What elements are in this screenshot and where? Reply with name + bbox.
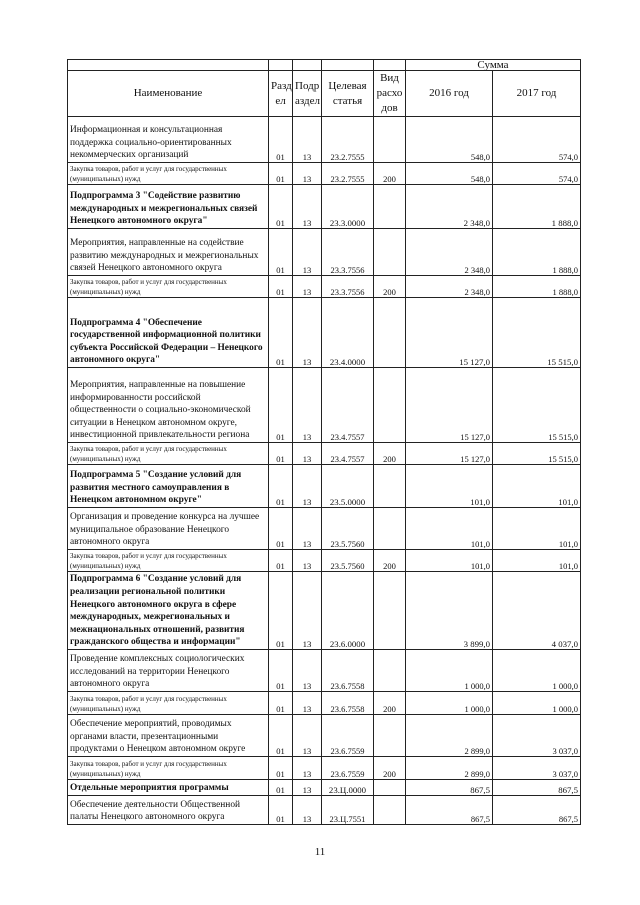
- row-sum-2017: 15 515,0: [493, 298, 581, 368]
- row-section: 01: [269, 185, 293, 229]
- row-expense-type: 200: [374, 163, 406, 185]
- header-empty-cell: [269, 60, 293, 71]
- row-section: 01: [269, 572, 293, 650]
- row-target: 23.6.7558: [322, 692, 374, 715]
- row-target: 23.5.0000: [322, 465, 374, 508]
- row-subsection: 13: [293, 276, 322, 298]
- row-sum-2017: 1 888,0: [493, 229, 581, 276]
- row-name: Проведение комплексных социологических исследований на территории Ненецкого автономного округа: [68, 650, 269, 692]
- header-section: Разд ел: [269, 71, 293, 117]
- row-expense-type: 200: [374, 757, 406, 780]
- header-empty-cell: [293, 60, 322, 71]
- row-subsection: 13: [293, 572, 322, 650]
- table-row: [68, 443, 581, 465]
- table-row: [68, 508, 581, 550]
- row-target: 23.3.7556: [322, 276, 374, 298]
- row-sum-2016: 15 127,0: [406, 443, 493, 465]
- table-row: [68, 572, 581, 650]
- table-row: [68, 692, 581, 715]
- row-expense-type: 200: [374, 276, 406, 298]
- row-section: 01: [269, 368, 293, 443]
- row-expense-type: [374, 796, 406, 825]
- row-section: 01: [269, 465, 293, 508]
- page-number: 11: [314, 846, 326, 858]
- row-name: Закупка товаров, работ и услуг для государственных (муниципальных) нужд: [68, 550, 269, 572]
- table-row: [68, 796, 581, 825]
- row-subsection: 13: [293, 692, 322, 715]
- header-empty-cell: [322, 60, 374, 71]
- row-sum-2016: 548,0: [406, 163, 493, 185]
- row-name: Отдельные мероприятия программы: [68, 780, 269, 796]
- row-sum-2017: 867,5: [493, 780, 581, 796]
- row-sum-2016: 101,0: [406, 550, 493, 572]
- row-section: 01: [269, 796, 293, 825]
- row-subsection: 13: [293, 796, 322, 825]
- row-target: 23.6.0000: [322, 572, 374, 650]
- table-row: [68, 229, 581, 276]
- row-sum-2017: 574,0: [493, 163, 581, 185]
- row-target: 23.3.7556: [322, 229, 374, 276]
- header-empty-cell: [374, 60, 406, 71]
- row-expense-type: 200: [374, 443, 406, 465]
- row-sum-2017: 1 000,0: [493, 650, 581, 692]
- row-section: 01: [269, 117, 293, 163]
- row-sum-2017: 1 000,0: [493, 692, 581, 715]
- row-sum-2016: 1 000,0: [406, 692, 493, 715]
- row-sum-2017: 15 515,0: [493, 368, 581, 443]
- row-subsection: 13: [293, 508, 322, 550]
- row-target: 23.2.7555: [322, 117, 374, 163]
- table-row: [68, 465, 581, 508]
- row-target: 23.4.0000: [322, 298, 374, 368]
- header-year-2016: 2016 год: [406, 71, 493, 117]
- row-sum-2017: 3 037,0: [493, 757, 581, 780]
- header-year-2017: 2017 год: [493, 71, 581, 117]
- row-target: 23.6.7559: [322, 715, 374, 757]
- row-subsection: 13: [293, 298, 322, 368]
- table-row: [68, 276, 581, 298]
- row-section: 01: [269, 163, 293, 185]
- row-sum-2017: 574,0: [493, 117, 581, 163]
- row-section: 01: [269, 443, 293, 465]
- row-name: Обеспечение деятельности Общественной палаты Ненецкого автономного округа: [68, 796, 269, 825]
- header-expense-type: Вид расхо дов: [374, 71, 406, 117]
- row-section: 01: [269, 757, 293, 780]
- row-name: Подпрограмма 3 "Содействие развитию международных и межрегиональных связей Ненецкого автономного округа": [68, 185, 269, 229]
- row-expense-type: [374, 465, 406, 508]
- header-name: Наименование: [68, 71, 269, 117]
- table-row: [68, 185, 581, 229]
- row-expense-type: [374, 715, 406, 757]
- row-expense-type: 200: [374, 550, 406, 572]
- row-sum-2016: 2 899,0: [406, 757, 493, 780]
- row-target: 23.4.7557: [322, 368, 374, 443]
- row-sum-2016: 15 127,0: [406, 368, 493, 443]
- row-sum-2016: 2 899,0: [406, 715, 493, 757]
- row-sum-2017: 3 037,0: [493, 715, 581, 757]
- row-sum-2016: 867,5: [406, 796, 493, 825]
- row-target: 23.6.7559: [322, 757, 374, 780]
- row-name: Закупка товаров, работ и услуг для государственных (муниципальных) нужд: [68, 276, 269, 298]
- row-subsection: 13: [293, 117, 322, 163]
- row-expense-type: [374, 117, 406, 163]
- header-target: Целевая статья: [322, 71, 374, 117]
- row-subsection: 13: [293, 757, 322, 780]
- header-top-row: [68, 60, 581, 71]
- row-sum-2016: 867,5: [406, 780, 493, 796]
- table-row: [68, 650, 581, 692]
- header-row: [68, 71, 581, 117]
- table-row: [68, 715, 581, 757]
- row-expense-type: [374, 229, 406, 276]
- table-row: [68, 298, 581, 368]
- row-target: 23.5.7560: [322, 550, 374, 572]
- row-section: 01: [269, 508, 293, 550]
- table-row: [68, 117, 581, 163]
- budget-table: [67, 59, 581, 825]
- row-sum-2017: 101,0: [493, 465, 581, 508]
- row-subsection: 13: [293, 465, 322, 508]
- row-sum-2016: 101,0: [406, 508, 493, 550]
- row-section: 01: [269, 715, 293, 757]
- row-target: 23.Ц.0000: [322, 780, 374, 796]
- row-sum-2017: 867,5: [493, 796, 581, 825]
- row-subsection: 13: [293, 550, 322, 572]
- row-name: Информационная и консультационная поддержка социально-ориентированных некоммерческих организаций: [68, 117, 269, 163]
- row-subsection: 13: [293, 650, 322, 692]
- row-name: Закупка товаров, работ и услуг для государственных (муниципальных) нужд: [68, 443, 269, 465]
- row-subsection: 13: [293, 715, 322, 757]
- row-sum-2017: 1 888,0: [493, 276, 581, 298]
- header-subsection: Подр аздел: [293, 71, 322, 117]
- row-sum-2016: 2 348,0: [406, 229, 493, 276]
- row-sum-2016: 548,0: [406, 117, 493, 163]
- row-sum-2016: 2 348,0: [406, 185, 493, 229]
- row-name: Подпрограмма 4 "Обеспечение государственной информационной политики субъекта Российской Федерации – Ненецкого автономного округа": [68, 298, 269, 368]
- row-subsection: 13: [293, 163, 322, 185]
- header-empty-cell: [68, 60, 269, 71]
- row-sum-2016: 15 127,0: [406, 298, 493, 368]
- row-expense-type: 200: [374, 692, 406, 715]
- row-name: Мероприятия, направленные на содействие развитию международных и межрегиональных связей Ненецкого автономного округа: [68, 229, 269, 276]
- row-sum-2016: 2 348,0: [406, 276, 493, 298]
- row-name: Мероприятия, направленные на повышение информированности российской общественности о социально-экономической ситуации в Ненецком автономном округе, инвестиционной привлекательности региона: [68, 368, 269, 443]
- table-body: [68, 117, 581, 825]
- header-sum: Сумма: [406, 60, 581, 71]
- row-target: 23.Ц.7551: [322, 796, 374, 825]
- row-target: 23.4.7557: [322, 443, 374, 465]
- row-target: 23.5.7560: [322, 508, 374, 550]
- row-name: Подпрограмма 5 "Создание условий для развития местного самоуправления в Ненецком автономном округе": [68, 465, 269, 508]
- row-name: Закупка товаров, работ и услуг для государственных (муниципальных) нужд: [68, 757, 269, 780]
- row-expense-type: [374, 185, 406, 229]
- row-name: Обеспечение мероприятий, проводимых органами власти, презентационными продуктами о Ненецком автономном округе: [68, 715, 269, 757]
- row-subsection: 13: [293, 443, 322, 465]
- row-name: Закупка товаров, работ и услуг для государственных (муниципальных) нужд: [68, 692, 269, 715]
- row-target: 23.6.7558: [322, 650, 374, 692]
- row-target: 23.3.0000: [322, 185, 374, 229]
- row-expense-type: [374, 368, 406, 443]
- row-sum-2017: 101,0: [493, 550, 581, 572]
- row-sum-2017: 1 888,0: [493, 185, 581, 229]
- row-sum-2017: 101,0: [493, 508, 581, 550]
- row-subsection: 13: [293, 185, 322, 229]
- row-subsection: 13: [293, 229, 322, 276]
- row-sum-2016: 1 000,0: [406, 650, 493, 692]
- row-section: 01: [269, 692, 293, 715]
- table-row: [68, 550, 581, 572]
- row-sum-2017: 15 515,0: [493, 443, 581, 465]
- row-section: 01: [269, 276, 293, 298]
- row-sum-2016: 3 899,0: [406, 572, 493, 650]
- row-expense-type: [374, 298, 406, 368]
- row-sum-2016: 101,0: [406, 465, 493, 508]
- row-subsection: 13: [293, 368, 322, 443]
- row-name: Подпрограмма 6 "Создание условий для реализации региональной политики Ненецкого автономного округа в сфере международных, межрегиональных и межнациональных отношений, развития гражданского общества и информации": [68, 572, 269, 650]
- row-section: 01: [269, 780, 293, 796]
- table-row: [68, 368, 581, 443]
- row-expense-type: [374, 572, 406, 650]
- row-sum-2017: 4 037,0: [493, 572, 581, 650]
- row-name: Закупка товаров, работ и услуг для государственных (муниципальных) нужд: [68, 163, 269, 185]
- row-expense-type: [374, 650, 406, 692]
- row-target: 23.2.7555: [322, 163, 374, 185]
- table-row: [68, 163, 581, 185]
- table-row: [68, 757, 581, 780]
- row-section: 01: [269, 650, 293, 692]
- row-expense-type: [374, 508, 406, 550]
- row-subsection: 13: [293, 780, 322, 796]
- row-section: 01: [269, 298, 293, 368]
- row-expense-type: [374, 780, 406, 796]
- row-section: 01: [269, 550, 293, 572]
- table-row: [68, 780, 581, 796]
- row-section: 01: [269, 229, 293, 276]
- row-name: Организация и проведение конкурса на лучшее муниципальное образование Ненецкого автономного округа: [68, 508, 269, 550]
